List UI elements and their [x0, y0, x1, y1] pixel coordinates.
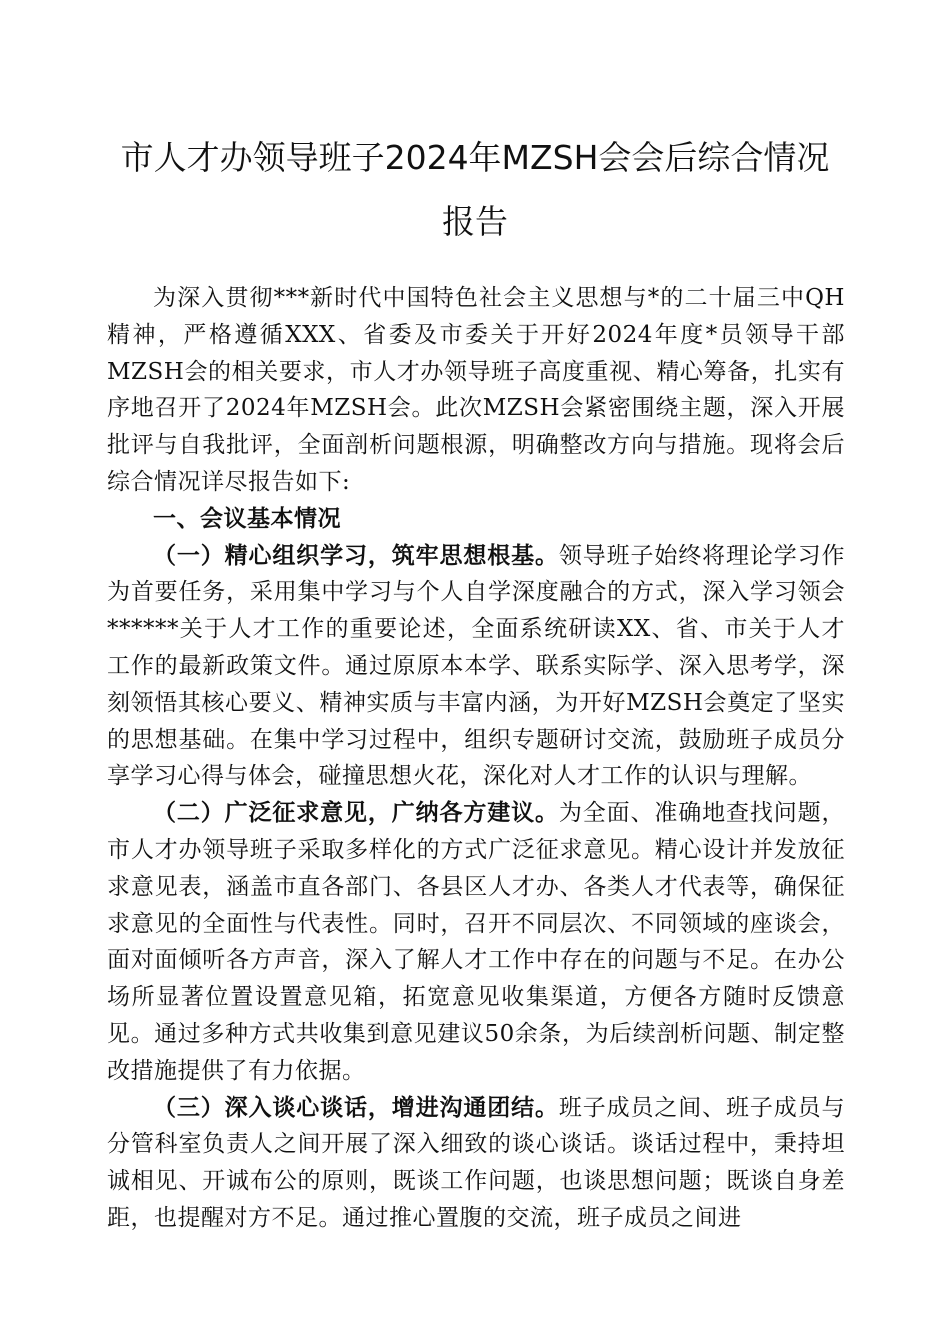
item-lead-3: （三）深入谈心谈话，增进沟通团结。	[153, 1093, 559, 1121]
document-title-line-1: 市人才办领导班子2024年MZSH会会后综合情况	[120, 138, 830, 177]
section-heading: 一、会议基本情况	[153, 504, 341, 532]
item-text-2: 为全面、准确地查找问题，市人才办领导班子采取多样化的方式广泛征求意见。精心设计并发放征求意见表，涵盖市直各部门、各县区人才办、各类人才代表等，确保征求意见的全面性与代表性。同时，召开不同层次、不同领域的座谈会，面对面倾听各方声音，深入了解人才工作中存在的问题与不足。在办公场所显著位置设置意见箱，拓宽意见收集渠道，方便各方随时反馈意见。通过多种方式共收集到意见建议50余条，为后续剖析问题、制定整改措施提供了有力依据。	[107, 800, 845, 1084]
item-text-1: 领导班子始终将理论学习作为首要任务，采用集中学习与个人自学深度融合的方式，深入学习领会******关于人才工作的重要论述，全面系统研读XX、省、市关于人才工作的最新政策文件。通过原原本本学、联系实际学、深入思考学，深刻领悟其核心要义、精神实质与丰富内涵，为开好MZSH会奠定了坚实的思想基础。在集中学习过程中，组织专题研讨交流，鼓励班子成员分享学习心得与体会，碰撞思想火花，深化对人才工作的认识与理解。	[107, 542, 845, 790]
intro-paragraph: 为深入贯彻***新时代中国特色社会主义思想与*的二十届三中QH精神，严格遵循XXX、省委及市委关于开好2024年度*员领导干部MZSH会的相关要求，市人才办领导班子高度重视、精心筹备，扎实有序地召开了2024年MZSH会。此次MZSH会紧密围绕主题，深入开展批评与自我批评，全面剖析问题根源，明确整改方向与措施。现将会后综合情况详尽报告如下:	[107, 285, 845, 495]
item-paragraph-1	[107, 538, 845, 796]
document-title-line-2: 报告	[442, 202, 508, 241]
item-paragraph-2	[107, 795, 845, 1089]
item-lead-2: （二）广泛征求意见，广纳各方建议。	[153, 799, 559, 827]
item-text-3: 班子成员之间、班子成员与分管科室负责人之间开展了深入细致的谈心谈话。谈话过程中，秉持坦诚相见、开诚布公的原则，既谈工作问题，也谈思想问题；既谈自身差距，也提醒对方不足。通过推心置腹的交流，班子成员之间进	[107, 1094, 845, 1231]
document-body	[107, 280, 845, 1237]
item-paragraph-3	[107, 1090, 845, 1237]
item-lead-1: （一）精心组织学习，筑牢思想根基。	[153, 541, 559, 569]
